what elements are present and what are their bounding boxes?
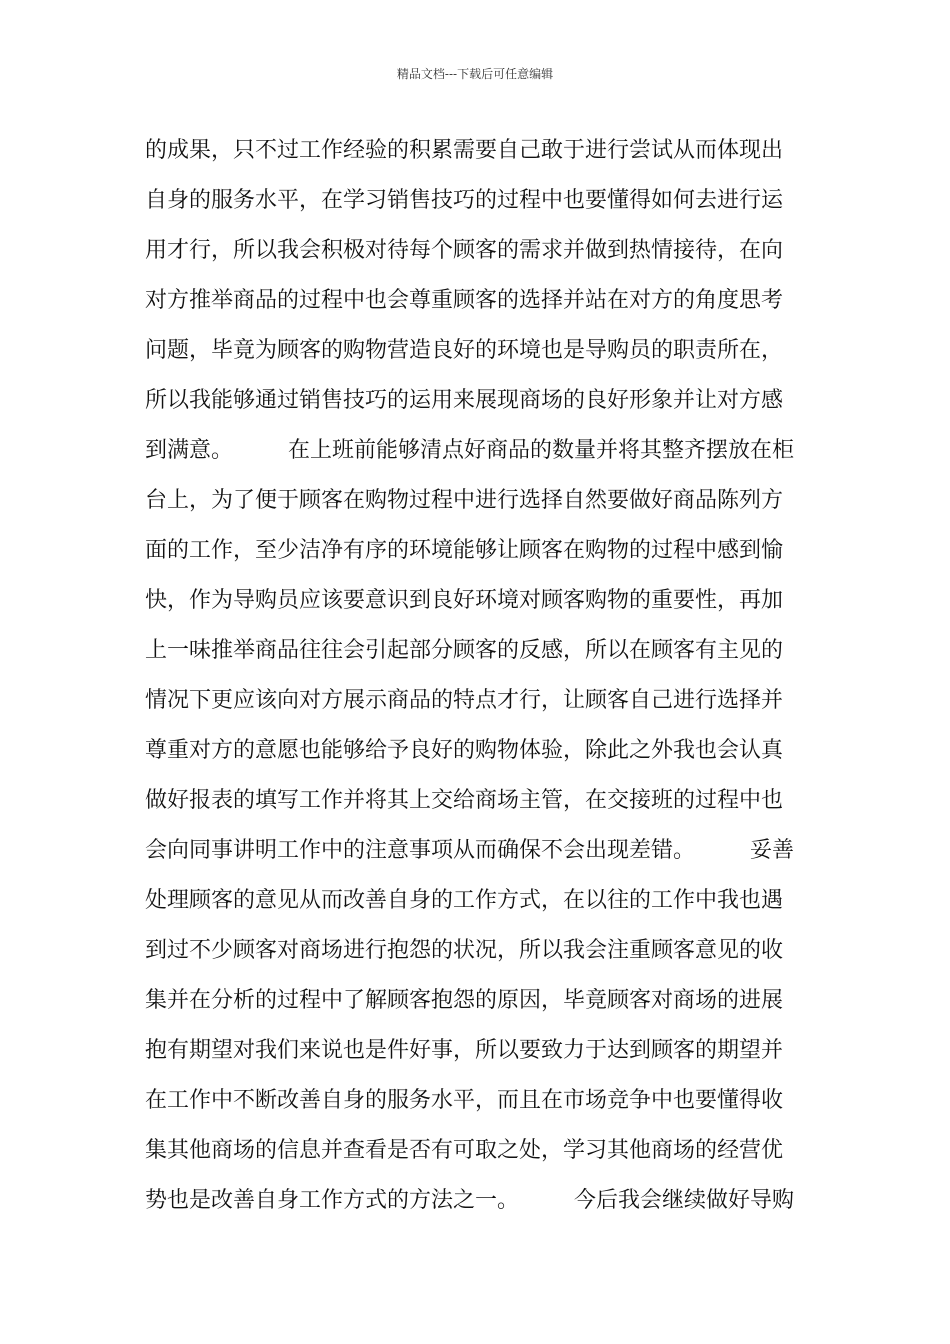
text-line: 台上，为了便于顾客在购物过程中进行选择自然要做好商品陈列方 (145, 488, 784, 513)
text-line: 上一味推举商品往往会引起部分顾客的反感，所以在顾客有主见的 (145, 638, 784, 663)
text-line: 抱有期望对我们来说也是件好事，所以要致力于达到顾客的期望并 (145, 1038, 784, 1063)
text-line: 会向同事讲明工作中的注意事项从而确保不会出现差错。 妥善 (145, 838, 795, 863)
text-line: 在工作中不断改善自身的服务水平，而且在市场竞争中也要懂得收 (145, 1088, 784, 1113)
text-line: 到过不少顾客对商场进行抱怨的状况，所以我会注重顾客意见的收 (145, 938, 784, 963)
text-line: 自身的服务水平，在学习销售技巧的过程中也要懂得如何去进行运 (145, 188, 784, 213)
text-line: 处理顾客的意见从而改善自身的工作方式，在以往的工作中我也遇 (145, 888, 784, 913)
text-line: 集并在分析的过程中了解顾客抱怨的原因，毕竟顾客对商场的进展 (145, 988, 784, 1013)
text-line: 所以我能够通过销售技巧的运用来展现商场的良好形象并让对方感 (145, 388, 784, 413)
text-line: 势也是改善自身工作方式的方法之一。 今后我会继续做好导购 (145, 1188, 795, 1213)
text-line: 做好报表的填写工作并将其上交给商场主管，在交接班的过程中也 (145, 788, 784, 813)
text-line: 对方推举商品的过程中也会尊重顾客的选择并站在对方的角度思考 (145, 288, 784, 313)
page-header: 精品文档---下载后可任意编辑 (396, 67, 554, 81)
text-line: 面的工作，至少洁净有序的环境能够让顾客在购物的过程中感到愉 (145, 538, 784, 563)
text-line: 尊重对方的意愿也能够给予良好的购物体验，除此之外我也会认真 (145, 738, 784, 763)
text-line: 快，作为导购员应该要意识到良好环境对顾客购物的重要性，再加 (145, 588, 784, 613)
text-line: 的成果，只不过工作经验的积累需要自己敢于进行尝试从而体现出 (145, 138, 784, 163)
text-line: 到满意。 在上班前能够清点好商品的数量并将其整齐摆放在柜 (145, 438, 795, 463)
text-line: 用才行，所以我会积极对待每个顾客的需求并做到热情接待，在向 (145, 238, 784, 263)
document-body (145, 126, 811, 1226)
text-line: 集其他商场的信息并查看是否有可取之处，学习其他商场的经营优 (145, 1138, 784, 1163)
text-line: 问题，毕竟为顾客的购物营造良好的环境也是导购员的职责所在， (145, 338, 784, 363)
text-line: 情况下更应该向对方展示商品的特点才行，让顾客自己进行选择并 (145, 688, 784, 713)
